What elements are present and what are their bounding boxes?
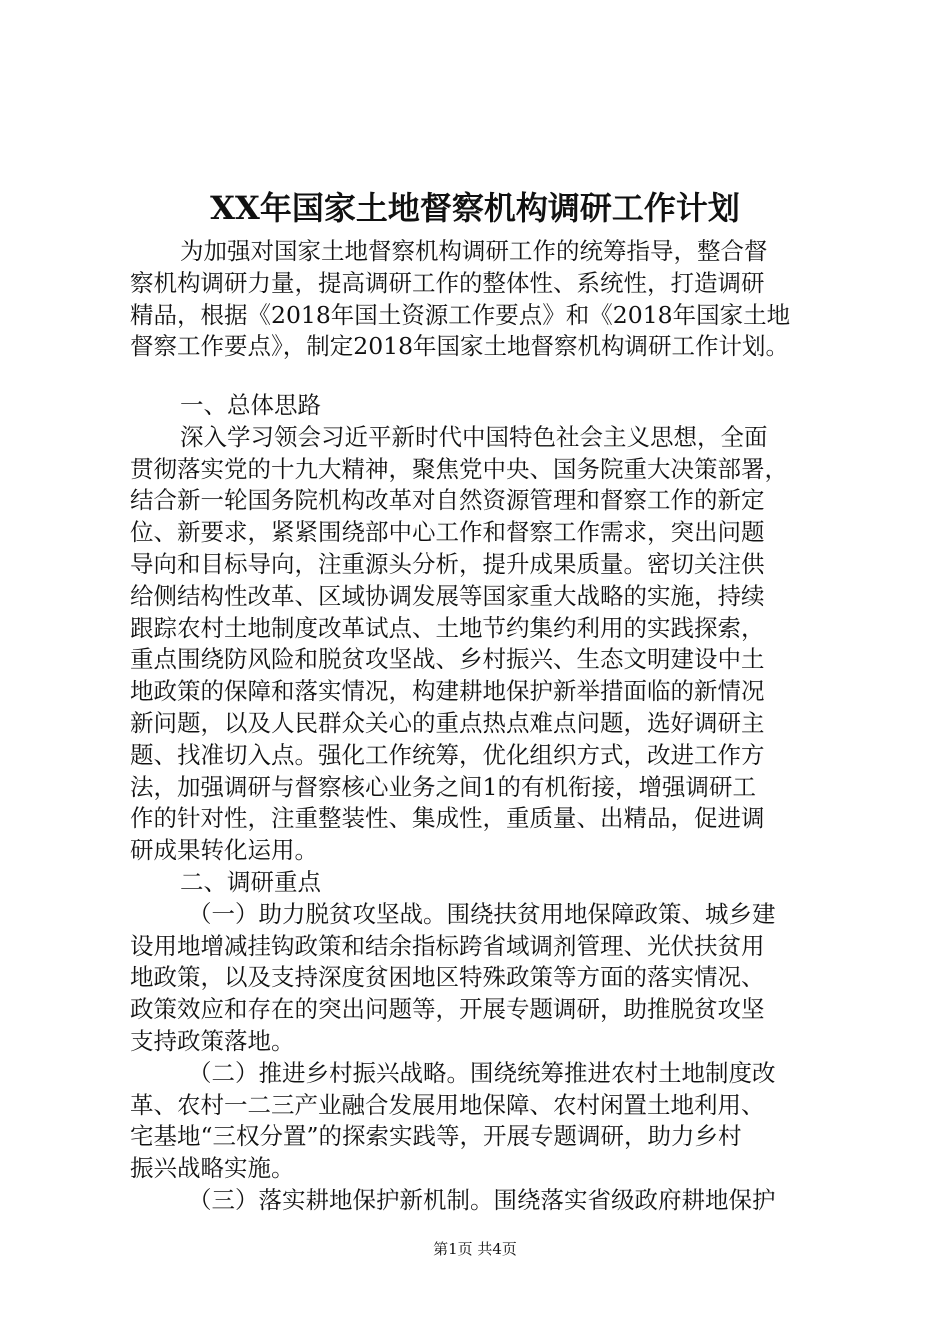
- text-line: 题、找准切入点。强化工作统筹，优化组织方式，改进工作方: [130, 740, 765, 769]
- text-line: （二）推进乡村振兴战略。围绕统筹推进农村土地制度改: [188, 1058, 776, 1087]
- text-line: 督察工作要点》，制定2018年国家土地督察机构调研工作计划。: [130, 332, 790, 361]
- text-line: 导向和目标导向，注重源头分析，提升成果质量。密切关注供: [130, 549, 765, 578]
- text-line: 贯彻落实党的十九大精神，聚焦党中央、国务院重大决策部署，: [130, 454, 788, 483]
- section-body: [130, 390, 835, 1217]
- section-heading-focus: 二、调研重点: [180, 867, 321, 896]
- intro-paragraph: [130, 236, 835, 363]
- text-line: 深入学习领会习近平新时代中国特色社会主义思想，全面: [180, 422, 768, 451]
- text-line: 法，加强调研与督察核心业务之间1的有机衔接，增强调研工: [130, 772, 756, 801]
- text-line: 地政策的保障和落实情况，构建耕地保护新举措面临的新情况: [130, 677, 765, 706]
- text-line: 精品，根据《2018年国土资源工作要点》和《2018年国家土地: [130, 300, 791, 329]
- document-title: XX年国家土地督察机构调研工作计划: [210, 189, 740, 227]
- text-line: 察机构调研力量，提高调研工作的整体性、系统性，打造调研: [130, 268, 765, 297]
- text-line: 结合新一轮国务院机构改革对自然资源管理和督察工作的新定: [130, 486, 765, 515]
- text-line: 新问题，以及人民群众关心的重点热点难点问题，选好调研主: [130, 708, 765, 737]
- text-line: 革、农村一二三产业融合发展用地保障、农村闲置土地利用、: [130, 1090, 765, 1119]
- section-heading-general: 一、总体思路: [180, 391, 321, 419]
- text-line: 政策效应和存在的突出问题等，开展专题调研，助推脱贫攻坚: [130, 995, 765, 1024]
- text-line: 作的针对性，注重整装性、集成性，重质量、出精品，促进调: [130, 804, 765, 833]
- text-line: 支持政策落地。: [130, 1026, 295, 1055]
- text-line: 宅基地“三权分置”的探索实践等，开展专题调研，助力乡村: [130, 1122, 742, 1151]
- page-number-footer: 第1页 共4页: [433, 1240, 517, 1258]
- text-line: （一）助力脱贫攻坚战。围绕扶贫用地保障政策、城乡建: [188, 899, 776, 928]
- text-line: 位、新要求，紧紧围绕部中心工作和督察工作需求，突出问题: [130, 518, 765, 547]
- text-line: 设用地增减挂钩政策和结余指标跨省域调剂管理、光伏扶贫用: [130, 931, 765, 960]
- text-line: 振兴战略实施。: [130, 1154, 295, 1183]
- text-line: 研成果转化运用。: [130, 836, 318, 865]
- text-line: 为加强对国家土地督察机构调研工作的统筹指导，整合督: [180, 237, 768, 265]
- text-line: 重点围绕防风险和脱贫攻坚战、乡村振兴、生态文明建设中土: [130, 645, 765, 674]
- text-line: （三）落实耕地保护新机制。围绕落实省级政府耕地保护: [188, 1185, 776, 1214]
- text-line: 给侧结构性改革、区域协调发展等国家重大战略的实施，持续: [130, 581, 765, 610]
- text-line: 跟踪农村土地制度改革试点、土地节约集约利用的实践探索，: [130, 613, 765, 642]
- text-line: 地政策，以及支持深度贫困地区特殊政策等方面的落实情况、: [130, 963, 765, 992]
